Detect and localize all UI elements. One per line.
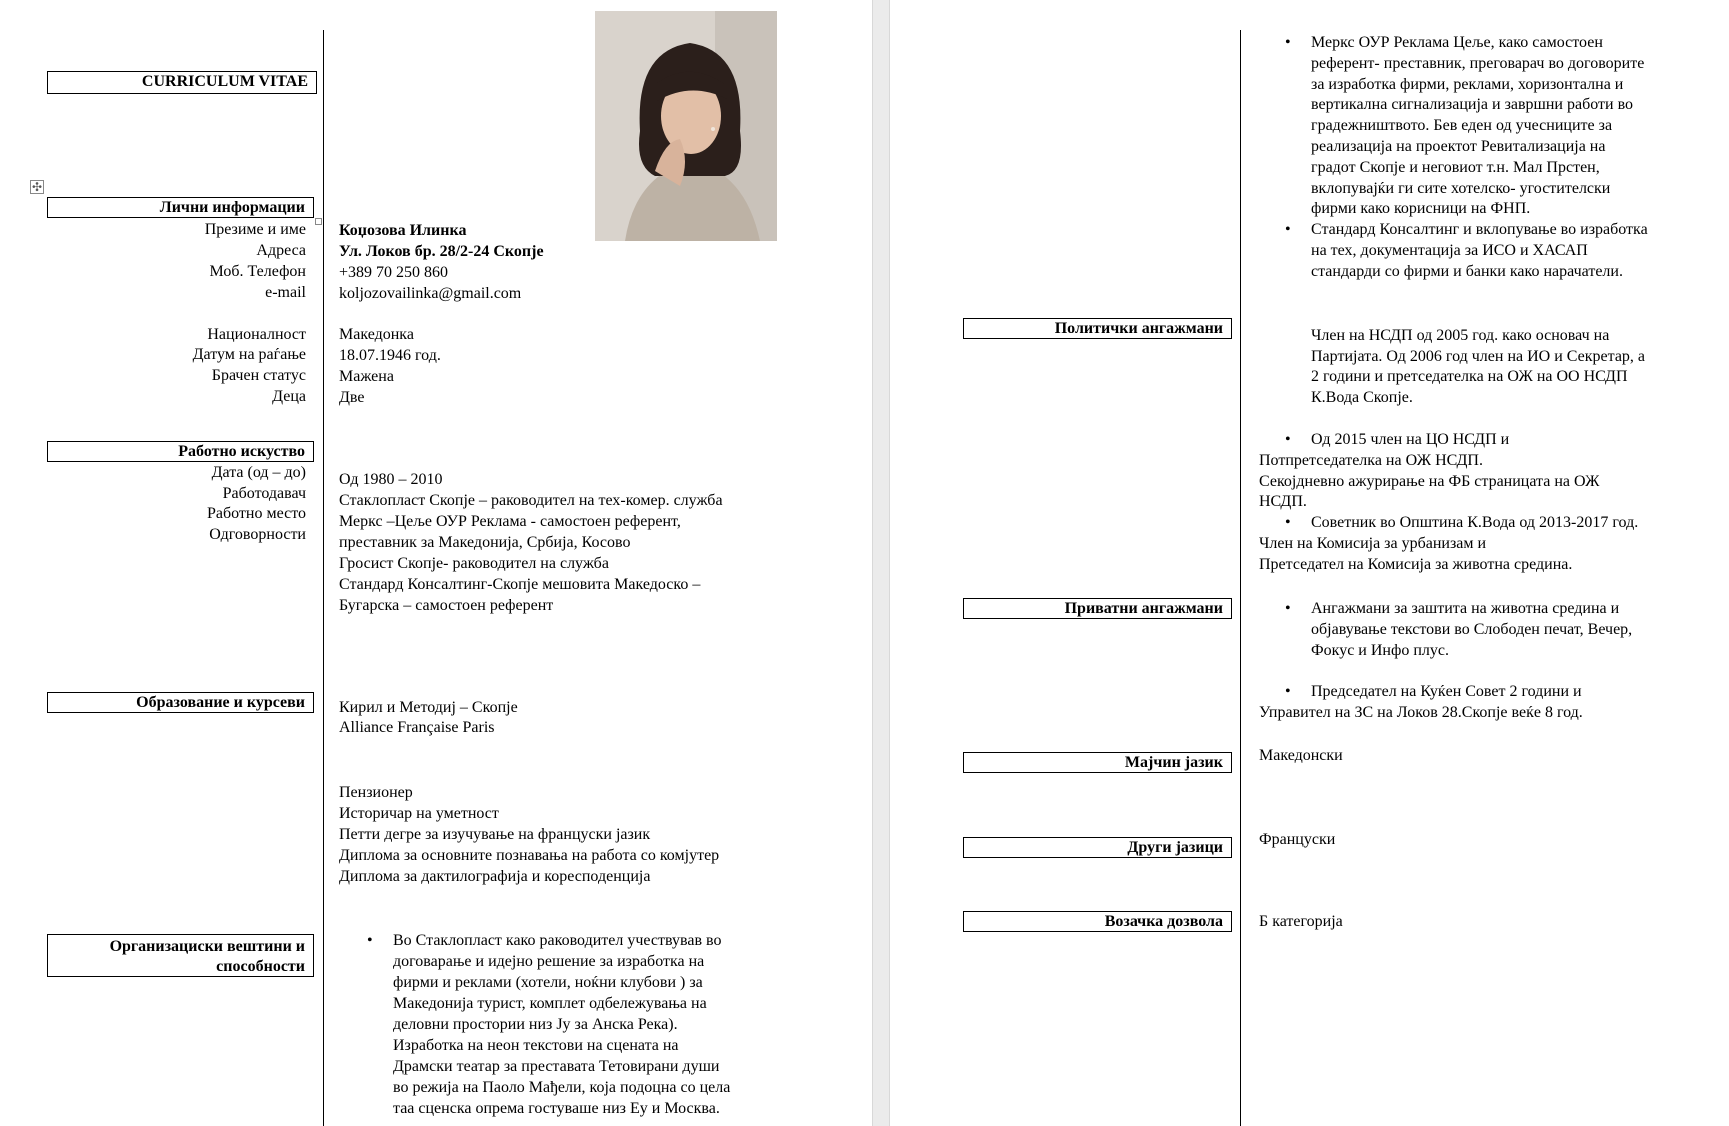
- political-line: К.Вода Скопје.: [1311, 388, 1413, 406]
- column-divider: [323, 30, 324, 1126]
- label-date-range: Дата (од – до): [211, 464, 306, 481]
- work-line: Стаклопласт Скопје – раководител на тех-комер. служба: [339, 492, 723, 509]
- table-move-handle-icon[interactable]: ✣: [31, 180, 43, 194]
- document-page-2: [890, 0, 1729, 1126]
- image-selection-handle[interactable]: [315, 218, 322, 225]
- section-personal-box: [47, 197, 314, 218]
- section-political-title: Политички ангажмани: [1054, 320, 1223, 337]
- mother-tongue-value: Македонски: [1259, 747, 1343, 764]
- list-item: • Советник во Општина К.Вода од 2013-2017 год.: [1257, 513, 1638, 534]
- work-values: [339, 469, 723, 616]
- value-email: koljozovailinka@gmail.com: [339, 285, 522, 302]
- work-bullets: [1257, 33, 1648, 283]
- section-personal-title: Лични информации: [159, 199, 305, 216]
- political-line: 2 години и претседателка на ОЖ на ОО НСДП: [1311, 368, 1628, 385]
- section-other-languages-title: Други јазици: [1127, 839, 1223, 856]
- value-phone: +389 70 250 860: [339, 264, 449, 281]
- label-nationality: Националност: [207, 326, 306, 343]
- education-line: Кирил и Методиј – Скопје: [339, 699, 518, 716]
- political-line: Член на Комисија за урбанизам и: [1259, 534, 1487, 552]
- label-phone: Моб. Телефон: [209, 263, 306, 280]
- section-work-box: [47, 441, 314, 462]
- list-item: • Председател на Куќен Совет 2 години и: [1257, 682, 1632, 703]
- education-line: Петти дегре за изучување на француски јазик: [339, 826, 651, 843]
- political-line: Партијата. Од 2006 год член на ИО и Секретар, а: [1311, 347, 1646, 365]
- political-line: НСДП.: [1259, 493, 1307, 511]
- column-divider: [1240, 30, 1241, 1126]
- work-line: Гросист Скопје- раководител на служба: [339, 555, 609, 572]
- personal-values: [339, 220, 544, 408]
- political-list: [1257, 430, 1638, 576]
- personal-labels: [46, 220, 306, 408]
- education-line: Диплома за основните познавања на работа со комјутер: [339, 847, 720, 864]
- education-line: Диплома за дактилографија и коресподенција: [339, 868, 651, 885]
- cv-title-box: [47, 71, 317, 94]
- label-address: Адреса: [256, 242, 306, 259]
- education-line: Пензионер: [339, 784, 413, 801]
- section-private-box: [963, 598, 1232, 619]
- section-org-skills-title-cont: способности: [216, 958, 305, 975]
- work-line: Стандард Консалтинг-Скопје мешовита Македоско –: [339, 576, 701, 593]
- political-line: Секојдневно ажурирање на ФБ страницата на ОЖ: [1259, 472, 1600, 490]
- section-other-languages-box: [963, 837, 1232, 858]
- political-para: [1311, 326, 1645, 408]
- label-children: Деца: [272, 388, 306, 405]
- list-item: • Во Стаклопласт како раководител учествував во договарање и идејно решение за изработка на фирми и реклами (хотели, ноќни клубови ) за Македонија турист, комплет одбележувања на деловни простории низ Ју за Анска Река). Изработка на неон текстови на сцената на Драмски театар за преставата Тетовирани души во режија на Паоло Мађели, која подоцна со цела таа сценска опрема гостуваше низ Еу и Москва.: [339, 930, 730, 1119]
- section-education-title: Образование и курсеви: [136, 694, 305, 711]
- other-languages-value: Француски: [1259, 831, 1336, 848]
- label-name: Презиме и име: [204, 221, 306, 238]
- list-item: • Стандард Консалтинг и вклопување во изработка на тех, документација за ИСО и ХАСАП стандарди со фирми и банки како нарачатели.: [1257, 220, 1648, 282]
- political-line: Претседател на Комисија за животна средина.: [1259, 555, 1573, 573]
- value-nationality: Македонка: [339, 326, 414, 343]
- page-separator: [872, 0, 890, 1126]
- list-item: • Ангажмани за заштита на животна средина и објавување текстови во Слободен печат, Вечер, Фокус и Инфо плус.: [1257, 599, 1632, 661]
- education-line: Историчар на уметност: [339, 805, 499, 822]
- education-extra: [339, 782, 719, 887]
- label-employer: Работодавач: [222, 485, 306, 502]
- political-line: Член на НСДП од 2005 год. како основач на: [1311, 327, 1610, 344]
- section-education-box: [47, 692, 314, 713]
- section-work-title: Работно искуство: [178, 443, 305, 460]
- work-line: Бугарска – самостоен референт: [339, 597, 554, 614]
- driving-value: Б категорија: [1259, 913, 1343, 930]
- value-children: Две: [339, 389, 365, 406]
- cv-title: CURRICULUM VITAE: [141, 73, 308, 90]
- work-labels: [46, 463, 306, 546]
- value-marital: Мажена: [339, 368, 394, 385]
- work-line: Меркс –Цеље ОУР Реклама - самостоен референт,: [339, 513, 681, 530]
- education-line: Alliance Française Paris: [339, 719, 495, 736]
- section-mother-tongue-title: Мајчин јазик: [1124, 754, 1223, 771]
- political-line: Потпретседателка на ОЖ НСДП.: [1259, 451, 1483, 469]
- list-item: • Меркс ОУР Реклама Цеље, како самостоен референт- преставник, преговарач во договорите за изработка фирми, реклами, хоризонтална и вертикална сигнализација и завршни работи во градежништвото. Бев еден од учесниците за реализација на проектот Ревитализација на градот Скопје и неговиот т.н. Мал Прстен, вклопувајќи ги сите хотелско- угостителски фирми како корисници на ФНП.: [1257, 33, 1648, 220]
- label-birth-date: Датум на раѓање: [192, 346, 306, 363]
- label-marital: Брачен статус: [211, 367, 306, 384]
- list-item: • Од 2015 член на ЦО НСДП и: [1257, 430, 1638, 451]
- section-mother-tongue-box: [963, 752, 1232, 773]
- section-driving-box: [963, 911, 1232, 932]
- section-driving-title: Возачка дозвола: [1104, 913, 1223, 930]
- work-line: преставник за Македонија, Србија, Косово: [339, 534, 631, 551]
- private-list: [1257, 599, 1632, 724]
- label-position: Работно место: [207, 505, 306, 522]
- section-org-skills-box: [47, 934, 314, 977]
- private-line: Управител на ЗС на Локов 28.Скопје веќе 8 год.: [1259, 704, 1583, 722]
- value-address: Ул. Локов бр. 28/2-24 Скопје: [339, 243, 544, 260]
- section-political-box: [963, 318, 1232, 339]
- education-values: [339, 698, 518, 738]
- section-org-skills-title: Организациски вештини и: [109, 938, 305, 955]
- work-line: Од 1980 – 2010: [339, 471, 443, 488]
- label-responsibilities: Одговорности: [209, 526, 306, 543]
- value-name: Коџозова Илинка: [339, 222, 467, 239]
- section-private-title: Приватни ангажмани: [1064, 600, 1223, 617]
- profile-photo: [595, 11, 777, 241]
- value-birth-date: 18.07.1946 год.: [339, 347, 441, 364]
- org-skills-list: [339, 930, 730, 1119]
- label-email: e-mail: [265, 284, 306, 301]
